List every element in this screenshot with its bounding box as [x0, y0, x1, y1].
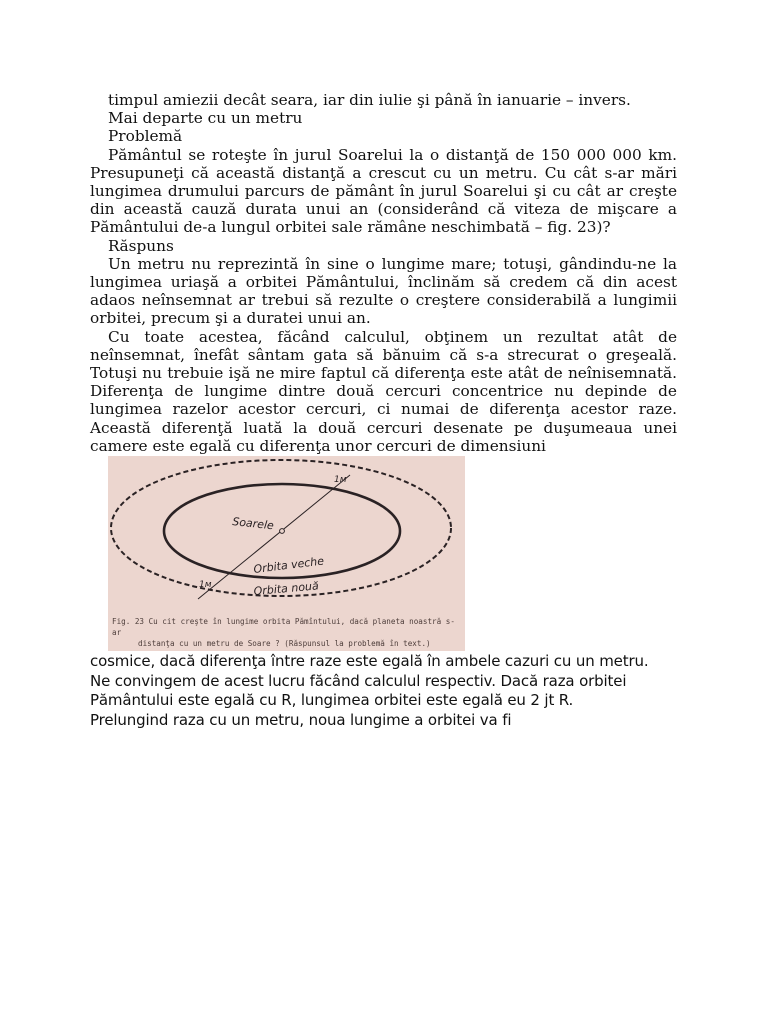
answer-paragraph-1: Un metru nu reprezintă în sine o lungime mare; totuşi, gândindu-ne la lungimea uriaşă a orbitei Pământului, înclinăm să credem că din acest adaos neînsemnat ar trebui să rezulte o creştere considerabilă a lungimii orbitei, precum şi a duratei unui an. [90, 254, 677, 328]
radius-line [198, 475, 350, 599]
old-orbit-label: Orbita veche [252, 554, 325, 576]
answer-heading: Răspuns [108, 236, 174, 255]
text-top [90, 91, 677, 455]
problem-paragraph: Pământul se roteşte în jurul Soarelui la o distanţă de 150 000 000 km. Presupuneţi că această distanţă a crescut cu un metru. Cu cât s-ar mări lungimea drumului parcurs de pământ în jurul Soarelui şi cu cât ar creşte din această cauză durata unui an (considerând că viteza de mişcare a Pământului de-a lungul orbitei sale rămâne neschimbată – fig. 23)? [90, 145, 677, 237]
line-2: Ne convingem de acest lucru făcând calculul respectiv. Dacă raza orbitei [90, 671, 627, 690]
new-orbit-label: Orbita nouă [253, 579, 320, 598]
figure-23 [108, 456, 465, 651]
caption-line-1: Fig. 23 Cu cit creşte în lungime orbita Pămîntului, dacă planeta noastră s-ar [112, 617, 455, 637]
line-1: cosmice, dacă diferenţa între raze este egală în ambele cazuri cu un metru. [90, 652, 649, 670]
line-4: Prelungind raza cu un metru, noua lungime a orbitei va fi [90, 710, 512, 729]
text-bottom [90, 652, 677, 730]
caption-line-2: distanţa cu un metru de Soare ? (Răspunsul la problemă în text.) [138, 639, 431, 648]
sun-label: Soarele [231, 515, 275, 533]
answer-paragraph-2: Cu toate acestea, făcând calculul, obţinem un rezultat atât de neînsemnat, înefât sântam gata să bănuim că s-a strecurat o greşeală. Totuşi nu trebuie işă ne mire faptul că diferenţa este atât de neînisemnată. Diferenţa de lungime dintre două cercuri concentrice nu depinde de lungimea razelor acestor cercuri, ci numai de diferenţa acestor raze. Această diferenţă luată la două cercuri desenate pe duşumeaua unei camere este egală cu diferenţa unor cercuri de dimensiuni [90, 327, 677, 455]
one-meter-label-bottom: 1м [199, 580, 212, 590]
problem-heading: Problemă [108, 127, 183, 146]
one-meter-label-top: 1м [334, 475, 347, 485]
line-3: Pământului este egală cu R, lungimea orbitei este egală eu 2 jt R. [90, 691, 574, 710]
sun-point [280, 529, 285, 534]
section-title: Mai departe cu un metru [108, 109, 303, 128]
figure-caption [112, 616, 462, 649]
paragraph-continuation: timpul amiezii decât seara, iar din iulie şi până în ianuarie – invers. [108, 91, 631, 109]
